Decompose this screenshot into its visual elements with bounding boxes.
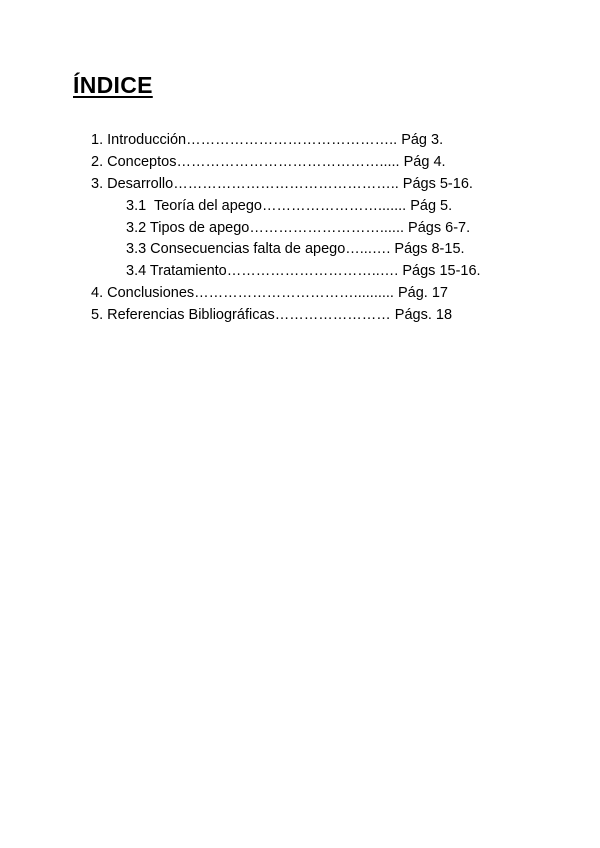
toc-subentry-teoria-apego: 3.1 Teoría del apego……………………....... Pág 5.: [126, 197, 453, 214]
toc-entry-desarrollo: 3. Desarrollo……………………………………….. Págs 5-16.: [91, 175, 473, 192]
toc-entry-referencias: 5. Referencias Bibliográficas…………………… Págs. 18: [91, 307, 453, 324]
table-of-contents: [91, 130, 481, 327]
toc-entry-conclusiones: 4. Conclusiones…………………………….......... Pág. 17: [91, 285, 448, 302]
page-title: ÍNDICE: [73, 72, 153, 98]
toc-entry-conceptos: 2. Conceptos……………………………………..... Pág 4.: [91, 153, 446, 170]
toc-subentry-tipos-apego: 3.2 Tipos de apego………………………...... Págs 6-7.: [126, 219, 471, 236]
toc-entry-introduccion: 1. Introducción…………………………………….. Pág 3.: [91, 132, 444, 148]
toc-subentry-consecuencias: 3.3 Consecuencias falta de apego…...…. Págs 8-15.: [126, 241, 465, 258]
toc-subentry-tratamiento: 3.4 Tratamiento…………………………..…. Págs 15-16.: [126, 263, 481, 280]
